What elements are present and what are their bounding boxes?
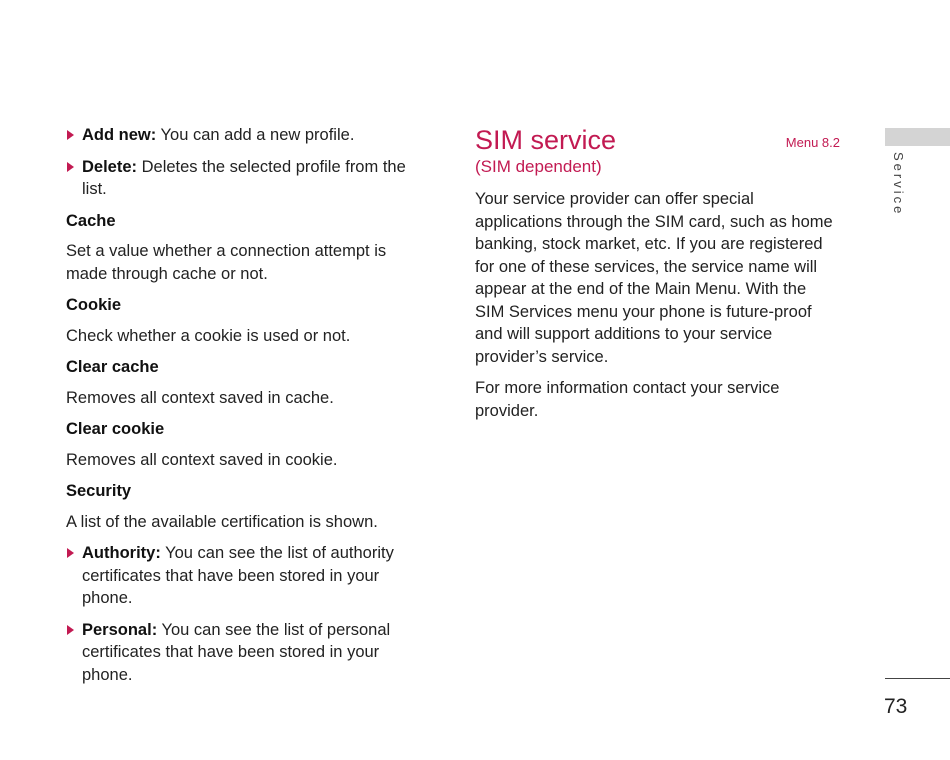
bullet-add-new <box>66 124 426 147</box>
bullet-arrow-icon <box>67 548 74 558</box>
clear-cache-text: Removes all context saved in cache. <box>66 388 334 407</box>
sim-paragraph-2: For more information contact your service provider. <box>475 379 780 420</box>
delete-text: Deletes the selected profile from the list. <box>82 157 406 198</box>
bullet-arrow-icon <box>67 625 74 635</box>
authority-term: Authority: <box>82 544 161 562</box>
bullet-arrow-icon <box>67 162 74 172</box>
left-column <box>66 124 426 695</box>
bullet-arrow-icon <box>67 130 74 140</box>
delete-term: Delete: <box>82 157 138 176</box>
sim-paragraph-1: Your service provider can offer special applications through the SIM card, such as home banking, stock market, etc. If you are registered for one of these services, the service name will appear at the end of the Main Menu. With the SIM Services menu your phone is future-proof and will support additions to your service provider’s service. <box>475 190 833 366</box>
bullet-authority <box>66 542 426 610</box>
bullet-delete <box>66 156 426 201</box>
security-heading: Security <box>66 482 132 500</box>
add-new-term: Add new: <box>82 126 157 144</box>
chapter-tab <box>885 128 950 146</box>
menu-reference: Menu 8.2 <box>785 135 840 150</box>
personal-term: Personal: <box>82 620 158 639</box>
page-number: 73 <box>884 695 908 718</box>
cookie-heading: Cookie <box>66 296 122 314</box>
right-column <box>475 124 840 431</box>
cookie-text: Check whether a cookie is used or not. <box>66 326 351 345</box>
authority-text: You can see the list of authority certificates that have been stored in your phone. <box>82 544 394 607</box>
security-text: A list of the available certification is shown. <box>66 512 378 531</box>
personal-text: You can see the list of personal certificates that have been stored in your phone. <box>82 620 391 684</box>
add-new-text: You can add a new profile. <box>156 126 355 144</box>
clear-cache-heading: Clear cache <box>66 358 159 376</box>
clear-cookie-text: Removes all context saved in cookie. <box>66 450 338 469</box>
bullet-personal <box>66 619 426 687</box>
chapter-label: Service <box>891 152 906 217</box>
cache-text: Set a value whether a connection attempt is made through cache or not. <box>66 242 387 283</box>
section-title-row <box>475 124 840 156</box>
cache-heading: Cache <box>66 211 116 230</box>
section-subtitle: (SIM dependent) <box>475 157 602 176</box>
clear-cookie-heading: Clear cookie <box>66 420 165 438</box>
footer-rule <box>885 678 950 679</box>
section-title: SIM service <box>475 125 617 155</box>
